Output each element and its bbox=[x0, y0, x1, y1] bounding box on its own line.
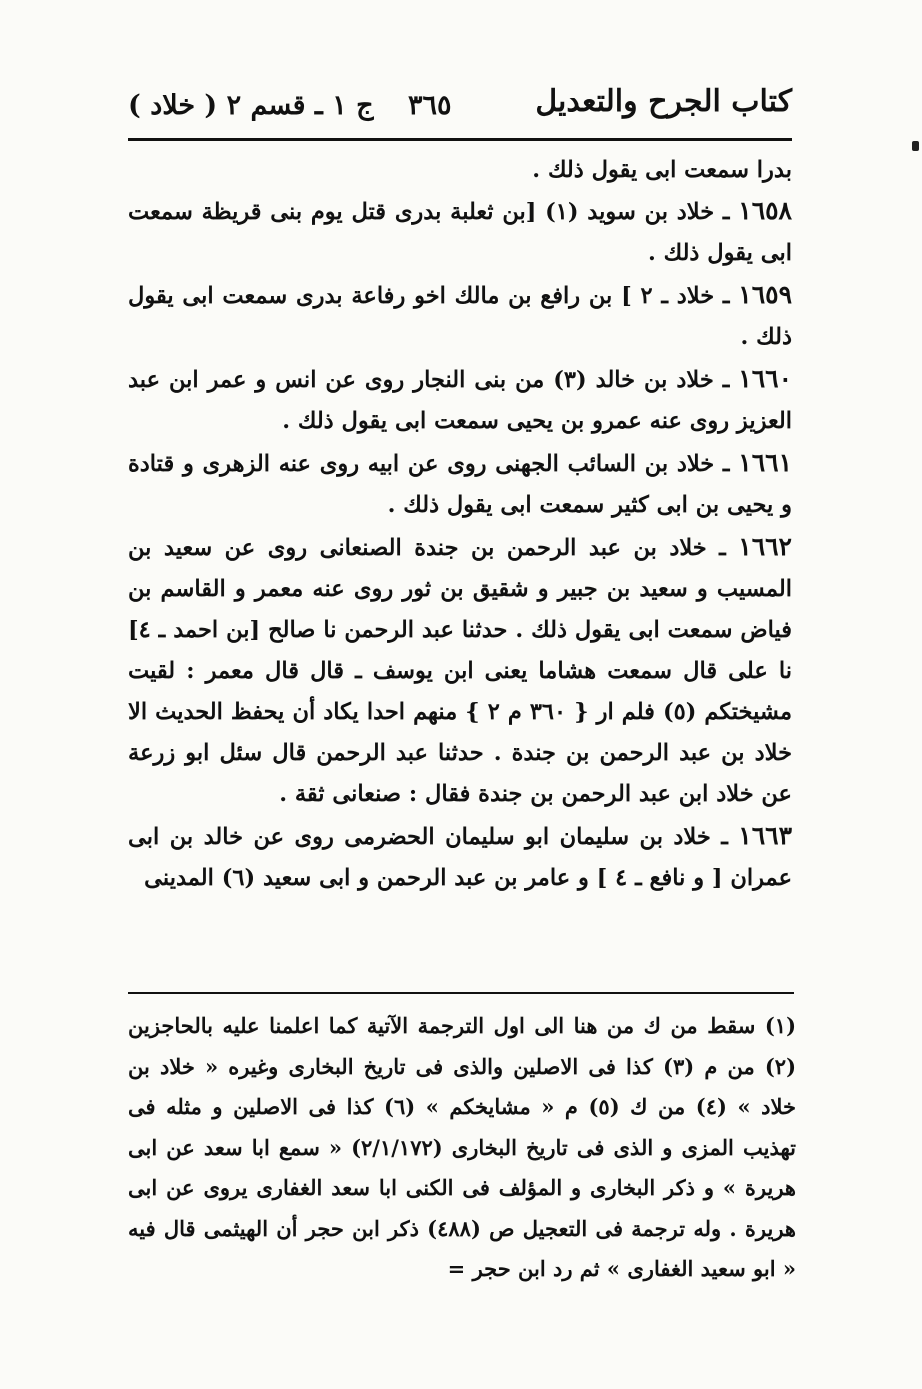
entry-text: ـ خلاد بن سليمان ابو سليمان الحضرمى روى عن خالد بن ابى عمران [ و نافع ـ ٤ ] و عامر بن عبد الرحمن و ابى سعيد (٦) المدينى bbox=[128, 824, 792, 891]
entry-1660 bbox=[128, 358, 792, 442]
entry-text: ـ خلاد بن سويد (١) [بن ثعلبة بدرى قتل يوم بنى قريظة سمعت ابى يقول ذلك . bbox=[128, 199, 792, 266]
margin-speck bbox=[912, 141, 919, 151]
entry-1662 bbox=[128, 526, 792, 815]
entry-1658 bbox=[128, 190, 792, 274]
page-header bbox=[128, 80, 792, 132]
book-title: كتاب الجرح والتعديل bbox=[535, 84, 792, 119]
header-rule bbox=[128, 138, 792, 141]
entry-number: ١٦٦٠ bbox=[738, 364, 792, 393]
entry-1661 bbox=[128, 442, 792, 526]
entry-text: ـ خلاد بن عبد الرحمن بن جندة الصنعانى روى عن سعيد بن المسيب و سعيد بن جبير و شقيق بن ثور روى عنه معمر و القاسم بن فياض سمعت ابى يقول ذلك . حدثنا عبد الرحمن نا صالح [بن احمد ـ ٤] نا على قال سمعت هشاما يعنى ابن يوسف ـ قال قال معمر : لقيت مشيختكم (٥) فلم ار { ٣٦٠ م ٢ } منهم احدا يكاد أن يحفظ الحديث الا خلاد بن عبد الرحمن بن جندة . حدثنا عبد الرحمن قال سئل ابو زرعة عن خلاد ابن عبد الرحمن بن جندة فقال : صنعانى ثقة . bbox=[128, 535, 792, 807]
page-number: ٣٦٥ bbox=[408, 90, 452, 121]
entry-number: ١٦٥٩ bbox=[738, 280, 792, 309]
footnote-rule bbox=[128, 992, 794, 994]
entry-1663 bbox=[128, 815, 792, 899]
entry-continuation bbox=[128, 150, 792, 190]
entry-text: ـ خلاد بن السائب الجهنى روى عن ابيه روى عنه الزهرى و قتادة و يحيى بن ابى كثير سمعت ابى يقول ذلك . bbox=[128, 451, 792, 518]
section-label: ( خلاد ) ج ١ ـ قسم ٢ bbox=[128, 90, 374, 121]
footnotes bbox=[128, 1006, 796, 1290]
main-text bbox=[128, 150, 792, 899]
footnotes-text: (١) سقط من ك من هنا الى اول الترجمة الآتية كما اعلمنا عليه بالحاجزين (٢) من م (٣) كذا فى الاصلين والذى فى تاريخ البخارى وغيره « خلاد بن خلاد » (٤) من ك (٥) م « مشايخكم » (٦) كذا فى الاصلين و مثله فى تهذيب المزى و الذى فى تاريخ البخارى (٢/١/١٧٢) « سمع ابا سعد عن ابى هريرة » و ذكر البخارى و المؤلف فى الكنى ابا سعد الغفارى يروى عن ابى هريرة . وله ترجمة فى التعجيل ص (٤٨٨) ذكر ابن حجر أن الهيثمى قال فيه « ابو سعيد الغفارى » ثم رد ابن حجر = bbox=[128, 1013, 796, 1281]
entry-number: ١٦٥٨ bbox=[738, 196, 792, 225]
entry-number: ١٦٦١ bbox=[738, 448, 792, 477]
entry-text: بدرا سمعت ابى يقول ذلك . bbox=[532, 157, 792, 183]
entry-number: ١٦٦٣ bbox=[738, 821, 792, 850]
entry-number: ١٦٦٢ bbox=[738, 532, 792, 561]
entry-text: ـ خلاد بن خالد (٣) من بنى النجار روى عن انس و عمر ابن عبد العزيز روى عنه عمرو بن يحيى سمعت ابى يقول ذلك . bbox=[128, 367, 792, 434]
entry-1659 bbox=[128, 274, 792, 358]
entry-text: ـ خلاد ـ ٢ ] بن رافع بن مالك اخو رفاعة بدرى سمعت ابى يقول ذلك . bbox=[128, 283, 792, 350]
